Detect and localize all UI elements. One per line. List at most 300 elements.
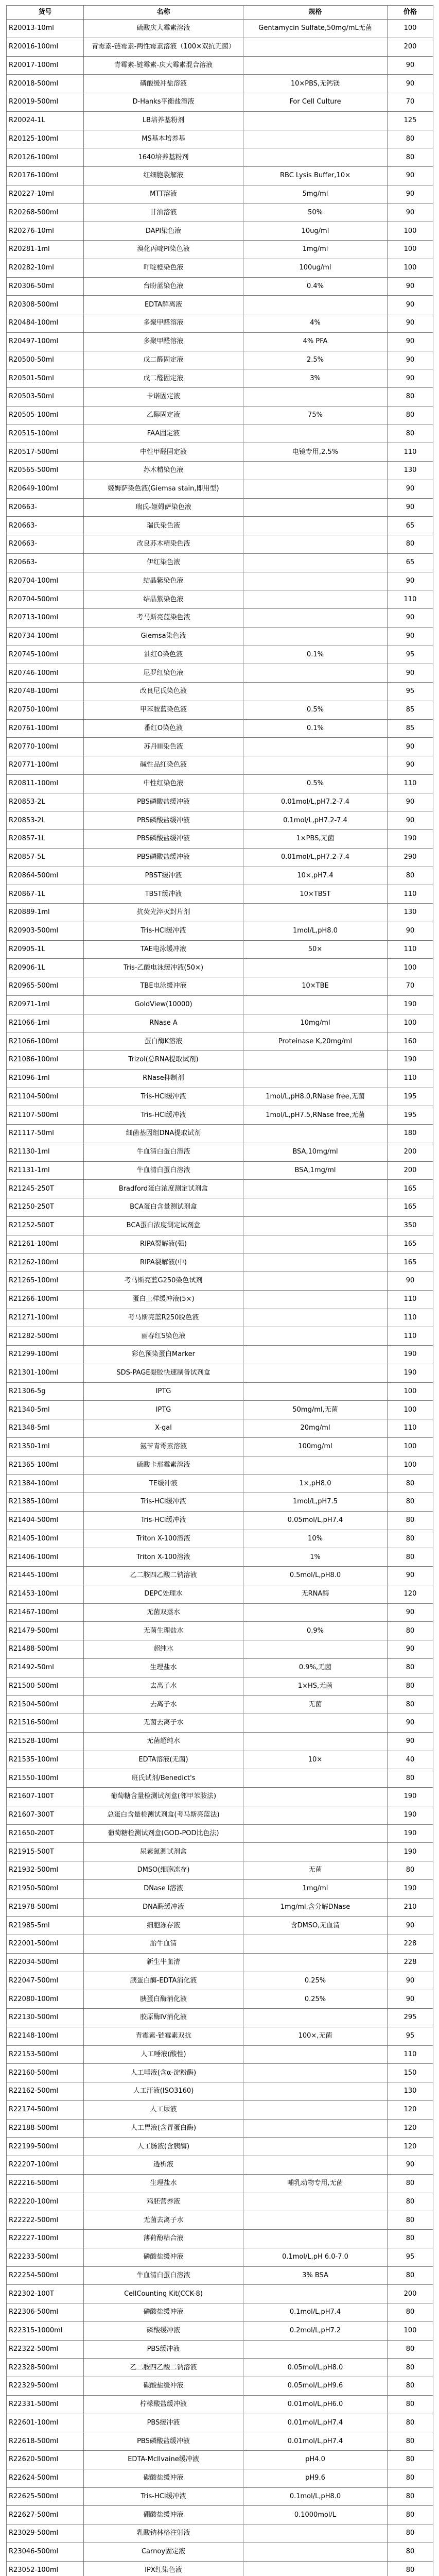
table-row — [7, 1290, 433, 1309]
cell-code: R21131-1ml — [7, 1161, 84, 1180]
cell-code: R20770-100ml — [7, 738, 84, 756]
cell-code: R22080-100ml — [7, 1990, 84, 2009]
cell-price: 80 — [388, 2303, 433, 2322]
table-row — [7, 1658, 433, 1677]
cell-name: 磷酸盐缓冲液 — [84, 2248, 243, 2266]
cell-code: R21385-100ml — [7, 1493, 84, 1512]
cell-name: 无菌去离子水 — [84, 1714, 243, 1733]
cell-code: R22199-500ml — [7, 2138, 84, 2156]
cell-price: 80 — [388, 2266, 433, 2285]
cell-price: 100 — [388, 222, 433, 241]
cell-name: 丽春红S染色液 — [84, 1327, 243, 1346]
cell-name: PBS磷酸盐缓冲液 — [84, 811, 243, 830]
price-list-sheet — [6, 5, 433, 2576]
cell-spec: 4% PFA — [243, 332, 388, 351]
cell-price: 110 — [388, 774, 433, 793]
cell-price: 120 — [388, 2138, 433, 2156]
cell-code: R20771-100ml — [7, 756, 84, 775]
cell-spec — [243, 683, 388, 701]
cell-code: R20306-50ml — [7, 277, 84, 296]
cell-spec: 电镜专用,2.5% — [243, 443, 388, 462]
cell-price: 40 — [388, 1751, 433, 1769]
cell-price: 190 — [388, 830, 433, 849]
cell-code: R22254-500ml — [7, 2266, 84, 2285]
cell-name: 1640培养基粉剂 — [84, 148, 243, 167]
cell-code: R21650-200T — [7, 1824, 84, 1843]
cell-price: 90 — [388, 664, 433, 683]
cell-spec: 1% — [243, 1548, 388, 1567]
cell-name: 中性红染色液 — [84, 774, 243, 793]
table-row — [7, 1216, 433, 1235]
cell-code: R22001-500ml — [7, 1935, 84, 1954]
cell-name: FAA固定液 — [84, 425, 243, 443]
cell-code: R20905-1L — [7, 940, 84, 959]
cell-price: 80 — [388, 1475, 433, 1493]
cell-price: 90 — [388, 1640, 433, 1659]
cell-name: 薄荷酚粘合液 — [84, 2230, 243, 2248]
table-row — [7, 1125, 433, 1143]
cell-price: 90 — [388, 922, 433, 940]
cell-name: 改良尼氏染色液 — [84, 683, 243, 701]
cell-price: 228 — [388, 1935, 433, 1954]
cell-price: 190 — [388, 1843, 433, 1861]
table-row — [7, 1898, 433, 1917]
cell-code: R21250-250T — [7, 1198, 84, 1217]
cell-spec: 1×HS,无菌 — [243, 1677, 388, 1696]
cell-spec — [243, 2230, 388, 2248]
cell-code: R21350-1ml — [7, 1437, 84, 1456]
cell-spec: 0.1mol/L,pH8.0 — [243, 2487, 388, 2506]
cell-code: R22130-500ml — [7, 2009, 84, 2027]
cell-name: 结晶紫染色液 — [84, 572, 243, 590]
cell-code: R20761-100ml — [7, 719, 84, 738]
cell-price: 190 — [388, 1824, 433, 1843]
cell-code: R20497-100ml — [7, 332, 84, 351]
cell-spec — [243, 1382, 388, 1401]
cell-spec: 50× — [243, 940, 388, 959]
cell-name: Bradford蛋白浓度测定试剂盒 — [84, 1180, 243, 1198]
cell-code: R20746-100ml — [7, 664, 84, 683]
cell-code: R20649-100ml — [7, 480, 84, 498]
cell-name: 考马斯亮蓝R250脱色液 — [84, 1309, 243, 1327]
cell-code: R20500-50ml — [7, 351, 84, 369]
cell-code: R21445-100ml — [7, 1567, 84, 1585]
cell-price: 80 — [388, 1530, 433, 1548]
cell-name: 姬姆萨染色液(Giemsa stain,即用型) — [84, 480, 243, 498]
cell-spec — [243, 517, 388, 535]
cell-price: 100 — [388, 20, 433, 38]
table-row — [7, 277, 433, 296]
cell-code: R21978-500ml — [7, 1898, 84, 1917]
cell-spec: 3% — [243, 369, 388, 388]
cell-name: 人工汗液(ISO3160) — [84, 2082, 243, 2101]
cell-spec: 20mg/ml — [243, 1419, 388, 1438]
cell-price: 90 — [388, 480, 433, 498]
cell-code: R20016-100ml — [7, 38, 84, 56]
table-row — [7, 1161, 433, 1180]
table-row — [7, 2303, 433, 2322]
cell-name: RNase A — [84, 1014, 243, 1032]
cell-price: 120 — [388, 2119, 433, 2138]
table-row — [7, 388, 433, 406]
cell-spec: 1mol/L,pH8.0 — [243, 922, 388, 940]
cell-spec: 1mg/ml,含分解DNase — [243, 1898, 388, 1917]
table-row — [7, 517, 433, 535]
cell-code: R21405-100ml — [7, 1530, 84, 1548]
cell-spec: 10× — [243, 1751, 388, 1769]
cell-code: R20853-2L — [7, 811, 84, 830]
cell-price: 90 — [388, 793, 433, 811]
cell-name: 班氏试剂/Benedict's — [84, 1769, 243, 1788]
cell-code: R21348-5ml — [7, 1419, 84, 1438]
cell-name: Tris-HCl缓冲液 — [84, 2487, 243, 2506]
cell-code: R20018-500ml — [7, 75, 84, 93]
table-row — [7, 1696, 433, 1714]
cell-name: PBS磷酸盐缓冲液 — [84, 848, 243, 867]
table-row — [7, 977, 433, 996]
cell-spec — [243, 480, 388, 498]
cell-name: Tris-HCl缓冲液 — [84, 1088, 243, 1106]
cell-price: 90 — [388, 738, 433, 756]
cell-name: MS基本培养基 — [84, 130, 243, 148]
cell-code: R20505-100ml — [7, 406, 84, 425]
table-row — [7, 498, 433, 517]
cell-spec — [243, 1806, 388, 1824]
cell-spec: 0.9% — [243, 1622, 388, 1640]
cell-name: 碳酸盐缓冲液 — [84, 2469, 243, 2487]
cell-spec: 0.5% — [243, 774, 388, 793]
cell-price: 90 — [388, 1567, 433, 1585]
table-row — [7, 2524, 433, 2543]
table-row — [7, 683, 433, 701]
cell-name: Tris-乙酸电泳缓冲液(50×) — [84, 959, 243, 977]
cell-name: TBE电泳缓冲液 — [84, 977, 243, 996]
cell-spec — [243, 2193, 388, 2211]
cell-price: 130 — [388, 904, 433, 922]
cell-code: R20308-500ml — [7, 296, 84, 314]
table-row — [7, 830, 433, 849]
cell-price: 110 — [388, 940, 433, 959]
cell-code: R20903-500ml — [7, 922, 84, 940]
cell-name: 多聚甲醛溶液 — [84, 332, 243, 351]
cell-name: 抗荧光淬灭封片剂 — [84, 904, 243, 922]
header-code: 货号 — [7, 6, 84, 20]
cell-code: R21301-100ml — [7, 1364, 84, 1382]
cell-name: 瑞氏-姬姆萨染色液 — [84, 498, 243, 517]
cell-spec — [243, 2340, 388, 2359]
table-row — [7, 774, 433, 793]
table-row — [7, 2174, 433, 2193]
cell-price: 80 — [388, 2469, 433, 2487]
cell-code: R22162-500ml — [7, 2082, 84, 2101]
cell-price: 85 — [388, 701, 433, 719]
cell-price: 110 — [388, 1069, 433, 1088]
table-row — [7, 904, 433, 922]
cell-code: R21607-100T — [7, 1788, 84, 1806]
cell-name: 硫酸庆大霉素溶液 — [84, 20, 243, 38]
cell-code: R20853-2L — [7, 793, 84, 811]
cell-code: R20024-1L — [7, 111, 84, 130]
cell-spec: 无菌 — [243, 1861, 388, 1880]
cell-name: IPTG — [84, 1382, 243, 1401]
cell-price: 180 — [388, 1125, 433, 1143]
table-row — [7, 1548, 433, 1567]
cell-name: IPTG — [84, 1401, 243, 1419]
cell-price: 90 — [388, 369, 433, 388]
cell-price: 90 — [388, 1732, 433, 1751]
table-row — [7, 2138, 433, 2156]
table-row — [7, 75, 433, 93]
table-row — [7, 1437, 433, 1456]
cell-code: R20663- — [7, 535, 84, 554]
cell-spec — [243, 995, 388, 1014]
table-row — [7, 1493, 433, 1512]
cell-name: 碱性品红染色液 — [84, 756, 243, 775]
table-row — [7, 2156, 433, 2175]
header-spec: 规格 — [243, 6, 388, 20]
cell-spec: 1mg/ml — [243, 1879, 388, 1898]
cell-name: 番红O染色液 — [84, 719, 243, 738]
cell-price: 100 — [388, 259, 433, 277]
cell-price: 70 — [388, 977, 433, 996]
cell-spec — [243, 1714, 388, 1733]
table-row — [7, 259, 433, 277]
cell-price: 90 — [388, 1917, 433, 1935]
cell-spec — [243, 756, 388, 775]
table-row — [7, 1235, 433, 1253]
cell-code: R20565-500ml — [7, 462, 84, 480]
cell-spec: 10ug/ml — [243, 222, 388, 241]
cell-name: 生理盐水 — [84, 1658, 243, 1677]
cell-name: EDTA解离液 — [84, 296, 243, 314]
cell-code: R22034-500ml — [7, 1953, 84, 1972]
cell-spec: RBC Lysis Buffer,10× — [243, 167, 388, 185]
cell-spec — [243, 1051, 388, 1070]
cell-code: R20704-500ml — [7, 590, 84, 609]
cell-name: 中性甲醛固定液 — [84, 443, 243, 462]
cell-name: CellCounting Kit(CCK-8) — [84, 2285, 243, 2303]
cell-spec — [243, 1456, 388, 1475]
table-row — [7, 1014, 433, 1032]
cell-spec — [243, 2119, 388, 2138]
cell-name: 甲苯胺蓝染色液 — [84, 701, 243, 719]
cell-name: 青霉素-链霉素双抗 — [84, 2027, 243, 2045]
cell-code: R20867-1L — [7, 885, 84, 904]
cell-spec — [243, 1640, 388, 1659]
cell-name: PBS磷酸盐缓冲液 — [84, 793, 243, 811]
cell-price: 80 — [388, 2340, 433, 2359]
cell-code: R22328-500ml — [7, 2359, 84, 2377]
table-row — [7, 1990, 433, 2009]
cell-name: Tris-HCl缓冲液 — [84, 1493, 243, 1512]
cell-spec — [243, 627, 388, 646]
cell-price: 80 — [388, 1511, 433, 1530]
cell-spec — [243, 1824, 388, 1843]
cell-name: RIPA裂解液(强) — [84, 1235, 243, 1253]
cell-spec — [243, 148, 388, 167]
cell-price: 95 — [388, 646, 433, 664]
cell-name: Giemsa染色液 — [84, 627, 243, 646]
cell-code: R22302-100T — [7, 2285, 84, 2303]
table-row — [7, 1585, 433, 1603]
table-row — [7, 56, 433, 75]
table-row — [7, 811, 433, 830]
cell-code: R21467-100ml — [7, 1603, 84, 1622]
cell-code: R20276-10ml — [7, 222, 84, 241]
cell-price: 100 — [388, 1437, 433, 1456]
table-row — [7, 609, 433, 628]
table-row — [7, 2561, 433, 2576]
cell-price: 95 — [388, 2027, 433, 2045]
cell-name: 葡萄糖含量检测试剂盒(邻甲苯胺法) — [84, 1788, 243, 1806]
cell-code: R22329-500ml — [7, 2377, 84, 2396]
cell-code: R20281-1ml — [7, 241, 84, 259]
cell-code: R20501-50ml — [7, 369, 84, 388]
cell-price: 295 — [388, 2009, 433, 2027]
cell-spec — [243, 1935, 388, 1954]
cell-price: 80 — [388, 2395, 433, 2414]
cell-spec: Gentamycin Sulfate,50mg/mL无菌 — [243, 20, 388, 38]
cell-price: 90 — [388, 332, 433, 351]
cell-spec: BSA,10mg/ml — [243, 1143, 388, 1161]
cell-price: 65 — [388, 553, 433, 572]
cell-price: 80 — [388, 1493, 433, 1512]
cell-name: Carnoy固定液 — [84, 2543, 243, 2561]
cell-name: 乙醇固定液 — [84, 406, 243, 425]
table-row — [7, 2395, 433, 2414]
cell-price: 90 — [388, 56, 433, 75]
cell-spec: 0.05mol/L,pH8.0 — [243, 2359, 388, 2377]
cell-spec — [243, 2009, 388, 2027]
cell-price: 85 — [388, 719, 433, 738]
cell-price: 90 — [388, 498, 433, 517]
table-row — [7, 1788, 433, 1806]
table-row — [7, 2193, 433, 2211]
table-row — [7, 2266, 433, 2285]
cell-name: 透析液 — [84, 2156, 243, 2175]
cell-spec: Proteinase K,20mg/ml — [243, 1032, 388, 1051]
cell-price: 80 — [388, 2506, 433, 2524]
cell-name: Trizol(总RNA提取试剂) — [84, 1051, 243, 1070]
cell-name: 细菌基因组DNA提取试剂 — [84, 1125, 243, 1143]
table-row — [7, 2027, 433, 2045]
cell-name: RNase抑制剂 — [84, 1069, 243, 1088]
table-row — [7, 1640, 433, 1659]
table-row — [7, 130, 433, 148]
cell-name: 无菌超纯水 — [84, 1732, 243, 1751]
cell-code: R21306-5g — [7, 1382, 84, 1401]
table-row — [7, 20, 433, 38]
cell-spec: 2.5% — [243, 351, 388, 369]
table-row — [7, 627, 433, 646]
cell-price: 80 — [388, 2174, 433, 2193]
cell-code: R21252-500T — [7, 1216, 84, 1235]
table-row — [7, 1953, 433, 1972]
cell-spec — [243, 38, 388, 56]
cell-spec: 10×TBE — [243, 977, 388, 996]
cell-code: R20663- — [7, 498, 84, 517]
cell-name: 瑞氏染色液 — [84, 517, 243, 535]
cell-spec: BSA,1mg/ml — [243, 1161, 388, 1180]
cell-price: 110 — [388, 885, 433, 904]
cell-spec — [243, 2524, 388, 2543]
cell-spec: 100×,无菌 — [243, 2027, 388, 2045]
cell-spec — [243, 2543, 388, 2561]
cell-spec — [243, 535, 388, 554]
cell-price: 100 — [388, 1456, 433, 1475]
table-row — [7, 2340, 433, 2359]
cell-spec — [243, 1843, 388, 1861]
cell-spec — [243, 1125, 388, 1143]
cell-code: R20019-500ml — [7, 93, 84, 112]
cell-name: RIPA裂解液(中) — [84, 1253, 243, 1272]
cell-spec — [243, 664, 388, 683]
cell-spec — [243, 1953, 388, 1972]
cell-code: R22174-500ml — [7, 2100, 84, 2119]
cell-price: 110 — [388, 2045, 433, 2064]
table-row — [7, 241, 433, 259]
cell-price: 80 — [388, 2561, 433, 2576]
cell-spec: 10mg/ml — [243, 1014, 388, 1032]
cell-price: 110 — [388, 443, 433, 462]
cell-price: 90 — [388, 296, 433, 314]
table-row — [7, 1419, 433, 1438]
cell-price: 80 — [388, 2524, 433, 2543]
cell-code: R21096-1ml — [7, 1069, 84, 1088]
cell-spec: 10×,pH7.4 — [243, 867, 388, 885]
cell-name: 红细胞裂解液 — [84, 167, 243, 185]
table-row — [7, 1143, 433, 1161]
cell-name: DNase I溶液 — [84, 1879, 243, 1898]
cell-price: 90 — [388, 75, 433, 93]
cell-code: R22624-500ml — [7, 2469, 84, 2487]
cell-spec: 10×TBST — [243, 885, 388, 904]
table-row — [7, 1677, 433, 1696]
cell-name: 胰蛋白酶-EDTA消化液 — [84, 1972, 243, 1990]
table-row — [7, 2230, 433, 2248]
cell-code: R22331-500ml — [7, 2395, 84, 2414]
cell-spec: 0.1000mol/L — [243, 2506, 388, 2524]
cell-name: 卡诺固定液 — [84, 388, 243, 406]
cell-name: 尼罗红染色液 — [84, 664, 243, 683]
cell-price: 190 — [388, 1788, 433, 1806]
table-row — [7, 2211, 433, 2230]
cell-name: 伊红染色液 — [84, 553, 243, 572]
cell-price: 90 — [388, 277, 433, 296]
table-row — [7, 2248, 433, 2266]
cell-name: 人工尿液 — [84, 2100, 243, 2119]
cell-code: R20126-100ml — [7, 148, 84, 167]
table-row — [7, 1603, 433, 1622]
cell-spec: 1mg/ml — [243, 241, 388, 259]
cell-name: PBS缓冲液 — [84, 2340, 243, 2359]
cell-name: EDTA-Mcllvaine缓冲液 — [84, 2451, 243, 2469]
cell-price: 190 — [388, 995, 433, 1014]
table-row — [7, 425, 433, 443]
cell-code: R20713-100ml — [7, 609, 84, 628]
cell-spec — [243, 388, 388, 406]
cell-price: 95 — [388, 683, 433, 701]
cell-spec: 0.05mol/L,pH7.4 — [243, 1511, 388, 1530]
cell-code: R21950-500ml — [7, 1879, 84, 1898]
cell-code: R22625-500ml — [7, 2487, 84, 2506]
cell-code: R20889-1ml — [7, 904, 84, 922]
cell-spec: 0.1mol/L,pH 6.0-7.0 — [243, 2248, 388, 2266]
cell-code: R21535-100ml — [7, 1751, 84, 1769]
cell-spec — [243, 462, 388, 480]
cell-spec — [243, 2064, 388, 2082]
cell-spec: 0.25% — [243, 1990, 388, 2009]
